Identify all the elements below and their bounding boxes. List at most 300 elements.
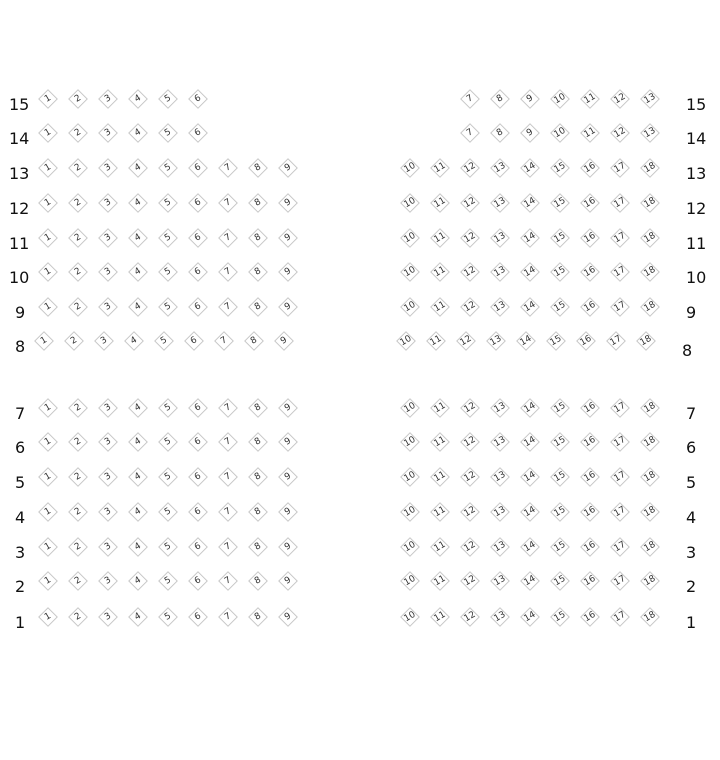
seat-number: 9 <box>283 541 293 553</box>
seat[interactable] <box>579 570 601 592</box>
seat[interactable] <box>217 606 239 628</box>
seat[interactable] <box>127 606 149 628</box>
seat[interactable] <box>459 192 481 214</box>
seat[interactable] <box>609 122 631 144</box>
seat-number: 7 <box>223 402 233 414</box>
seat[interactable] <box>429 192 451 214</box>
seat[interactable] <box>609 570 631 592</box>
seat[interactable] <box>97 88 119 110</box>
seat[interactable] <box>549 157 571 179</box>
seat-number: 5 <box>163 93 173 105</box>
seat[interactable] <box>519 397 541 419</box>
seat[interactable] <box>97 296 119 318</box>
seat[interactable] <box>247 431 269 453</box>
seat[interactable] <box>93 330 115 352</box>
seat-number: 4 <box>133 402 143 414</box>
seat[interactable] <box>639 88 661 110</box>
seat[interactable] <box>187 261 209 283</box>
seat[interactable] <box>247 466 269 488</box>
seat[interactable] <box>247 606 269 628</box>
seat[interactable] <box>489 606 511 628</box>
seat[interactable] <box>489 466 511 488</box>
seat[interactable] <box>187 88 209 110</box>
seat[interactable] <box>67 431 89 453</box>
seat[interactable] <box>97 122 119 144</box>
seat[interactable] <box>429 466 451 488</box>
row-label-right: 1 <box>686 613 697 632</box>
seat[interactable] <box>97 192 119 214</box>
seat[interactable] <box>489 88 511 110</box>
seat[interactable] <box>429 606 451 628</box>
seat[interactable] <box>519 606 541 628</box>
seat[interactable] <box>579 122 601 144</box>
row-label-left: 10 <box>9 268 30 287</box>
seat[interactable] <box>217 261 239 283</box>
seat-number: 11 <box>432 504 448 520</box>
seat[interactable] <box>455 330 477 352</box>
seat[interactable] <box>639 122 661 144</box>
seat[interactable] <box>429 431 451 453</box>
seat[interactable] <box>639 431 661 453</box>
seat[interactable] <box>519 536 541 558</box>
seat[interactable] <box>399 570 421 592</box>
seat[interactable] <box>425 330 447 352</box>
seat[interactable] <box>277 296 299 318</box>
seat[interactable] <box>489 157 511 179</box>
seat[interactable] <box>247 501 269 523</box>
seat[interactable] <box>37 122 59 144</box>
seat[interactable] <box>639 570 661 592</box>
seat[interactable] <box>157 192 179 214</box>
seat[interactable] <box>519 466 541 488</box>
seat[interactable] <box>609 227 631 249</box>
seat[interactable] <box>67 88 89 110</box>
seat[interactable] <box>609 296 631 318</box>
seat[interactable] <box>187 431 209 453</box>
seat[interactable] <box>273 330 295 352</box>
seat[interactable] <box>127 431 149 453</box>
seat[interactable] <box>127 192 149 214</box>
seat[interactable] <box>579 466 601 488</box>
seat[interactable] <box>277 261 299 283</box>
seat[interactable] <box>67 466 89 488</box>
seat[interactable] <box>459 397 481 419</box>
seat[interactable] <box>549 296 571 318</box>
seat[interactable] <box>157 466 179 488</box>
seat[interactable] <box>127 466 149 488</box>
seat[interactable] <box>579 431 601 453</box>
seat[interactable] <box>579 192 601 214</box>
seat[interactable] <box>247 227 269 249</box>
seat-number: 7 <box>223 232 233 244</box>
seat[interactable] <box>277 227 299 249</box>
seat[interactable] <box>549 192 571 214</box>
seat[interactable] <box>575 330 597 352</box>
seat-number: 6 <box>193 611 203 623</box>
seat[interactable] <box>519 122 541 144</box>
seat[interactable] <box>519 227 541 249</box>
seat[interactable] <box>157 536 179 558</box>
seat[interactable] <box>609 397 631 419</box>
seat[interactable] <box>187 157 209 179</box>
seat[interactable] <box>63 330 85 352</box>
seat[interactable] <box>609 466 631 488</box>
seat[interactable] <box>579 536 601 558</box>
seat[interactable] <box>157 501 179 523</box>
seat[interactable] <box>127 122 149 144</box>
seat[interactable] <box>187 192 209 214</box>
seat[interactable] <box>67 157 89 179</box>
seat[interactable] <box>429 157 451 179</box>
seat[interactable] <box>549 227 571 249</box>
seat[interactable] <box>429 536 451 558</box>
seat[interactable] <box>639 261 661 283</box>
seat[interactable] <box>153 330 175 352</box>
seat[interactable] <box>639 296 661 318</box>
seat[interactable] <box>217 466 239 488</box>
seat[interactable] <box>399 296 421 318</box>
seat[interactable] <box>157 227 179 249</box>
seat[interactable] <box>579 88 601 110</box>
seat[interactable] <box>67 122 89 144</box>
seat[interactable] <box>67 397 89 419</box>
seat[interactable] <box>97 501 119 523</box>
seat-number: 16 <box>582 609 598 625</box>
seat[interactable] <box>247 157 269 179</box>
seat[interactable] <box>429 261 451 283</box>
seat[interactable] <box>609 192 631 214</box>
seat[interactable] <box>187 570 209 592</box>
seat[interactable] <box>187 227 209 249</box>
seat-number: 10 <box>398 333 414 349</box>
row-label-right: 11 <box>686 234 707 253</box>
row-label-left: 6 <box>15 438 26 457</box>
seat-number: 8 <box>495 93 505 105</box>
seat[interactable] <box>127 536 149 558</box>
seat[interactable] <box>277 157 299 179</box>
seat[interactable] <box>489 261 511 283</box>
seat[interactable] <box>459 227 481 249</box>
seat-number: 2 <box>73 232 83 244</box>
seat[interactable] <box>187 296 209 318</box>
seat[interactable] <box>157 261 179 283</box>
seat[interactable] <box>187 606 209 628</box>
seat[interactable] <box>549 397 571 419</box>
seat[interactable] <box>579 296 601 318</box>
seat[interactable] <box>67 192 89 214</box>
seat[interactable] <box>67 606 89 628</box>
seat[interactable] <box>489 431 511 453</box>
seat[interactable] <box>247 570 269 592</box>
seat[interactable] <box>459 261 481 283</box>
seat[interactable] <box>127 501 149 523</box>
seat[interactable] <box>639 192 661 214</box>
seat-number: 1 <box>43 93 53 105</box>
seat-number: 8 <box>249 335 259 347</box>
seat[interactable] <box>37 466 59 488</box>
seat[interactable] <box>157 606 179 628</box>
seat[interactable] <box>217 227 239 249</box>
seat[interactable] <box>217 536 239 558</box>
seat[interactable] <box>217 397 239 419</box>
seat[interactable] <box>157 397 179 419</box>
seat[interactable] <box>429 296 451 318</box>
seat[interactable] <box>157 157 179 179</box>
seat[interactable] <box>97 466 119 488</box>
seat[interactable] <box>97 397 119 419</box>
seat[interactable] <box>635 330 657 352</box>
seat[interactable] <box>187 122 209 144</box>
seat[interactable] <box>97 227 119 249</box>
seat[interactable] <box>157 122 179 144</box>
seat[interactable] <box>399 192 421 214</box>
seat[interactable] <box>399 606 421 628</box>
seat[interactable] <box>579 261 601 283</box>
seat[interactable] <box>217 431 239 453</box>
seat[interactable] <box>277 431 299 453</box>
seat[interactable] <box>399 397 421 419</box>
seat[interactable] <box>489 536 511 558</box>
seat[interactable] <box>549 570 571 592</box>
seat[interactable] <box>489 570 511 592</box>
seat[interactable] <box>97 261 119 283</box>
seat[interactable] <box>519 431 541 453</box>
seat-number: 2 <box>73 127 83 139</box>
seat[interactable] <box>609 261 631 283</box>
seat[interactable] <box>97 606 119 628</box>
seat[interactable] <box>399 536 421 558</box>
seat[interactable] <box>515 330 537 352</box>
seat[interactable] <box>489 501 511 523</box>
seat[interactable] <box>639 466 661 488</box>
seat[interactable] <box>37 296 59 318</box>
seat[interactable] <box>399 227 421 249</box>
seat-number: 7 <box>223 301 233 313</box>
seat[interactable] <box>67 296 89 318</box>
seat[interactable] <box>37 192 59 214</box>
seat[interactable] <box>33 330 55 352</box>
seat-number: 4 <box>133 127 143 139</box>
seat[interactable] <box>459 536 481 558</box>
seat[interactable] <box>549 261 571 283</box>
seat-number: 13 <box>492 230 508 246</box>
seat[interactable] <box>519 88 541 110</box>
seat[interactable] <box>395 330 417 352</box>
seat[interactable] <box>549 466 571 488</box>
seat[interactable] <box>545 330 567 352</box>
seat[interactable] <box>399 501 421 523</box>
seat[interactable] <box>429 227 451 249</box>
seat[interactable] <box>123 330 145 352</box>
seat[interactable] <box>277 570 299 592</box>
seat[interactable] <box>277 501 299 523</box>
seat[interactable] <box>217 192 239 214</box>
seat[interactable] <box>399 157 421 179</box>
seat-number: 6 <box>193 266 203 278</box>
seat[interactable] <box>579 157 601 179</box>
seat[interactable] <box>549 431 571 453</box>
seat[interactable] <box>549 122 571 144</box>
seat-number: 2 <box>73 93 83 105</box>
seat[interactable] <box>127 157 149 179</box>
seat[interactable] <box>609 431 631 453</box>
seat[interactable] <box>127 261 149 283</box>
seat-number: 15 <box>552 434 568 450</box>
seat[interactable] <box>399 466 421 488</box>
seat[interactable] <box>639 397 661 419</box>
seat[interactable] <box>277 606 299 628</box>
seat[interactable] <box>459 88 481 110</box>
seat[interactable] <box>247 192 269 214</box>
seat[interactable] <box>37 261 59 283</box>
seat[interactable] <box>97 431 119 453</box>
seat[interactable] <box>157 88 179 110</box>
seat[interactable] <box>639 227 661 249</box>
seat-number: 10 <box>402 609 418 625</box>
seat[interactable] <box>399 261 421 283</box>
seat[interactable] <box>213 330 235 352</box>
seat[interactable] <box>127 88 149 110</box>
seat[interactable] <box>519 501 541 523</box>
seat[interactable] <box>247 296 269 318</box>
seat[interactable] <box>247 536 269 558</box>
seat[interactable] <box>97 536 119 558</box>
seat[interactable] <box>639 606 661 628</box>
seat[interactable] <box>97 157 119 179</box>
seat[interactable] <box>247 261 269 283</box>
seat[interactable] <box>489 192 511 214</box>
seat[interactable] <box>37 570 59 592</box>
seat[interactable] <box>187 397 209 419</box>
seat[interactable] <box>277 397 299 419</box>
seat[interactable] <box>67 536 89 558</box>
row-label-right: 9 <box>686 303 697 322</box>
seat[interactable] <box>639 157 661 179</box>
seat[interactable] <box>37 536 59 558</box>
seat[interactable] <box>459 606 481 628</box>
seat[interactable] <box>459 296 481 318</box>
seat[interactable] <box>37 397 59 419</box>
seat[interactable] <box>277 536 299 558</box>
seat[interactable] <box>157 296 179 318</box>
seat[interactable] <box>579 501 601 523</box>
seat[interactable] <box>549 606 571 628</box>
seat[interactable] <box>97 570 119 592</box>
seat[interactable] <box>519 296 541 318</box>
seat[interactable] <box>399 431 421 453</box>
seat[interactable] <box>127 296 149 318</box>
seat[interactable] <box>37 88 59 110</box>
seat[interactable] <box>247 397 269 419</box>
seat[interactable] <box>187 466 209 488</box>
seat[interactable] <box>217 296 239 318</box>
seat[interactable] <box>549 88 571 110</box>
seat[interactable] <box>459 431 481 453</box>
seat[interactable] <box>549 501 571 523</box>
seat[interactable] <box>639 501 661 523</box>
seat[interactable] <box>37 227 59 249</box>
seat-number: 3 <box>103 301 113 313</box>
seat-number: 11 <box>432 469 448 485</box>
seat[interactable] <box>549 536 571 558</box>
seat[interactable] <box>609 501 631 523</box>
seat-number: 1 <box>43 575 53 587</box>
seat[interactable] <box>217 157 239 179</box>
seat[interactable] <box>429 501 451 523</box>
seat[interactable] <box>519 570 541 592</box>
seat[interactable] <box>127 397 149 419</box>
seat[interactable] <box>37 606 59 628</box>
seat[interactable] <box>609 606 631 628</box>
seat[interactable] <box>579 397 601 419</box>
seat[interactable] <box>519 157 541 179</box>
seat[interactable] <box>485 330 507 352</box>
seat-number: 6 <box>193 197 203 209</box>
seat[interactable] <box>489 397 511 419</box>
seat[interactable] <box>459 466 481 488</box>
seat[interactable] <box>489 296 511 318</box>
row-label-right: 8 <box>682 341 693 360</box>
seat[interactable] <box>459 501 481 523</box>
seat-number: 2 <box>69 335 79 347</box>
seat[interactable] <box>157 431 179 453</box>
seat[interactable] <box>37 501 59 523</box>
seat[interactable] <box>67 501 89 523</box>
seat[interactable] <box>67 227 89 249</box>
seat[interactable] <box>127 570 149 592</box>
seat[interactable] <box>639 536 661 558</box>
seat[interactable] <box>429 570 451 592</box>
seat[interactable] <box>67 570 89 592</box>
seat-number: 5 <box>163 266 173 278</box>
seat[interactable] <box>579 227 601 249</box>
seat[interactable] <box>157 570 179 592</box>
seat[interactable] <box>127 227 149 249</box>
seat[interactable] <box>243 330 265 352</box>
seat[interactable] <box>605 330 627 352</box>
seat[interactable] <box>519 261 541 283</box>
seat[interactable] <box>609 536 631 558</box>
seat[interactable] <box>609 157 631 179</box>
seat[interactable] <box>579 606 601 628</box>
seat[interactable] <box>459 570 481 592</box>
seat[interactable] <box>489 122 511 144</box>
seat-number: 5 <box>163 301 173 313</box>
seat[interactable] <box>429 397 451 419</box>
seat[interactable] <box>67 261 89 283</box>
seat[interactable] <box>217 501 239 523</box>
seat-number: 3 <box>103 541 113 553</box>
row-label-left: 2 <box>15 577 26 596</box>
seat[interactable] <box>489 227 511 249</box>
seat[interactable] <box>37 157 59 179</box>
seat-number: 17 <box>612 539 628 555</box>
seat[interactable] <box>459 122 481 144</box>
seat[interactable] <box>187 501 209 523</box>
seat[interactable] <box>277 466 299 488</box>
seat-number: 13 <box>492 264 508 280</box>
seat-number: 1 <box>43 127 53 139</box>
seat[interactable] <box>277 192 299 214</box>
seat[interactable] <box>187 536 209 558</box>
seat[interactable] <box>459 157 481 179</box>
seat[interactable] <box>183 330 205 352</box>
seat-number: 16 <box>582 230 598 246</box>
seat[interactable] <box>519 192 541 214</box>
seat[interactable] <box>37 431 59 453</box>
seat[interactable] <box>217 570 239 592</box>
seat[interactable] <box>609 88 631 110</box>
